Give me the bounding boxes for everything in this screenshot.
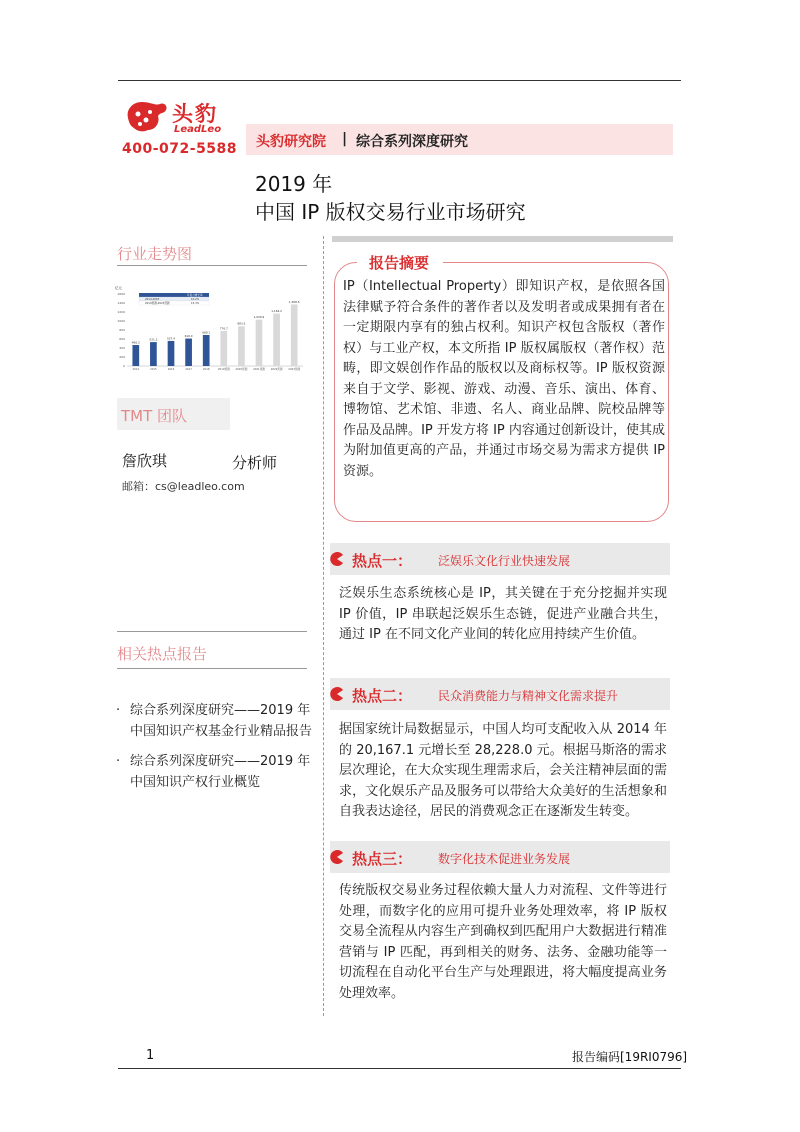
pacman-icon	[330, 552, 344, 566]
y-tick-label: 400	[119, 346, 125, 350]
legend-cagr: 15.3%	[191, 302, 200, 305]
chart-bar	[273, 314, 280, 366]
y-tick-label: 1600	[117, 292, 125, 296]
chart-legend	[139, 293, 209, 305]
report-title: 中国 IP 版权交易行业市场研究	[255, 200, 526, 224]
bar-value-label: 1,029.9	[253, 315, 265, 320]
series-banner	[246, 124, 673, 155]
bar-value-label: 531.3	[149, 337, 158, 342]
bar-value-label: 1,368.5	[288, 299, 300, 304]
pacman-icon	[330, 687, 344, 701]
x-tick-label: 2016	[167, 368, 175, 371]
hotspot-2-header	[330, 678, 670, 710]
hotspot-2-text: 据国家统计局数据显示，中国人均可支配收入从 2014 年的 20,167.1 元增长至 28,228.0 元。根据马斯洛的需求层次理论，在大众实现生理需求后，会关注精神层面的需求，文化娱乐产品及服务可以带给大众美好的生活想象和自我表达途径，居民的消费观念正在逐渐发生转变。	[339, 722, 667, 819]
chart-bars	[132, 300, 301, 371]
analyst-email	[122, 478, 245, 494]
x-tick-label: 2021预测	[253, 368, 265, 371]
hotspot-3-label: 热点三：	[352, 850, 413, 868]
y-tick-label: 0	[123, 364, 125, 368]
related-heading: 相关热点报告	[117, 645, 208, 663]
hotspot-3-title: 数字化技术促进业务发展	[438, 852, 571, 866]
legend-period: 2019预测-2023预测	[145, 302, 170, 305]
related-reports-list	[116, 700, 316, 802]
trend-rule	[117, 265, 307, 266]
analyst-name: 詹欣琪	[122, 452, 168, 470]
analyst-role: 分析师	[232, 454, 278, 472]
bar-value-label: 776.7	[219, 326, 228, 331]
summary-top-bar	[332, 236, 673, 242]
hotspot-3-header	[330, 841, 670, 873]
series-name: 综合系列深度研究	[356, 134, 468, 150]
leopard-logo-icon	[124, 98, 170, 134]
y-tick-label: 1200	[117, 310, 125, 314]
summary-heading-tab	[357, 252, 443, 274]
hotspot-2-label: 热点二：	[352, 687, 413, 705]
legend-cagr: 10.2%	[191, 298, 200, 301]
bar-value-label: 557.4	[166, 336, 176, 341]
y-tick-label: 600	[119, 337, 125, 341]
bar-value-label: 610.0	[184, 334, 193, 339]
x-tick-label: 2023预测	[288, 368, 301, 371]
legend-header-label: 年复合增长率	[187, 294, 203, 297]
bar-value-label: 1,164.2	[271, 309, 282, 314]
related-rule-top	[117, 631, 307, 632]
hotspot-1-title: 泛娱乐文化行业快速发展	[438, 554, 571, 568]
chart-bar	[220, 331, 227, 366]
y-tick-label: 1400	[117, 301, 125, 305]
bar-value-label: 466.2	[131, 340, 140, 345]
hotspot-1-header	[330, 543, 670, 575]
report-year: 2019 年	[255, 172, 333, 196]
x-tick-label: 2015	[150, 368, 157, 371]
logo-name-en: LeadLeo	[174, 124, 222, 135]
summary-heading: 报告摘要	[369, 254, 430, 272]
summary-text: IP（Intellectual Property）即知识产权，是依照各国法律赋予符合条件的著作者以及发明者或成果拥有者在一定期限内享有的独占权利。知识产权包含版权（著作权）与工业产权，本文所指 IP 版权属版权（著作权）范畴，即文娱创作作品的版权以及商标权等。IP 版权资源来自于文学、影视、游戏、动漫、音乐、演出、体育、博物馆、艺术馆、非遗、名人、商业品牌、院校品牌等作品及品牌。IP 开发方将 IP 内容通过创新设计，使其成为附加值更高的产品，并通过市场交易为需求方提供 IP 资源。	[343, 279, 665, 479]
hotspot-3-text: 传统版权交易业务过程依赖大量人力对流程、文件等进行处理，而数字化的应用可提升业务处理效率，将 IP 版权交易全流程从内容生产到确权到匹配用户大数据进行精准营销与 IP 匹配，再到相关的财务、法务、金融功能等一切流程在自动化平台生产与处理跟进，将大幅度提高业务处理效率。	[339, 883, 667, 1001]
logo	[124, 98, 234, 138]
hotspot-2-title: 民众消费能力与精神文化需求提升	[438, 689, 619, 703]
phone-number: 400-072-5588	[122, 141, 238, 157]
y-tick-label: 1000	[117, 319, 125, 323]
legend-period: 2014-2018	[145, 298, 160, 301]
y-tick-label: 200	[119, 355, 125, 359]
chart-bar	[150, 342, 157, 366]
hotspot-1-label: 热点一：	[352, 552, 413, 570]
logo-name-cn: 头豹	[172, 102, 218, 126]
x-tick-label: 2020预测	[235, 368, 248, 371]
x-tick-label: 2018	[202, 368, 210, 371]
top-rule	[118, 80, 681, 81]
related-report-item[interactable]	[116, 700, 316, 742]
hotspot-1-text: 泛娱乐生态系统核心是 IP，其关键在于充分挖掘并实现 IP 价值，IP 串联起泛娱乐生态链，促进产业融合共生，通过 IP 在不同文化产业间的转化应用持续产生价值。	[339, 586, 667, 642]
bar-value-label: 689.1	[202, 330, 211, 335]
chart-bar	[168, 341, 175, 366]
email-link[interactable]: cs@leadleo.com	[155, 480, 245, 493]
x-tick-label: 2022预测	[270, 368, 283, 371]
trend-chart	[113, 284, 308, 376]
team-heading-box	[117, 398, 230, 430]
bullet: ·	[116, 754, 121, 769]
column-divider	[323, 236, 324, 1016]
x-tick-label: 2014	[132, 368, 140, 371]
chart-bar	[132, 345, 139, 366]
chart-unit-label: 亿元	[115, 286, 122, 290]
trend-heading: 行业走势图	[117, 245, 193, 263]
team-heading: TMT 团队	[121, 407, 188, 425]
chart-bar	[238, 326, 245, 366]
bullet: ·	[116, 703, 121, 718]
banner-separator: |	[342, 131, 348, 147]
page-number: 1	[146, 1048, 155, 1063]
chart-bar	[203, 335, 210, 366]
bottom-rule	[118, 1068, 681, 1069]
institute-name: 头豹研究院	[256, 134, 326, 150]
related-report-title: 综合系列深度研究——2019 年中国知识产权基金行业精品报告	[130, 703, 313, 739]
chart-bar	[185, 339, 192, 366]
related-report-item[interactable]	[116, 751, 316, 793]
email-label: 邮箱：	[122, 480, 155, 493]
bar-value-label: 883.5	[237, 321, 246, 326]
y-tick-label: 800	[119, 328, 125, 332]
x-tick-label: 2017	[185, 368, 192, 371]
related-rule	[117, 668, 307, 669]
chart-bar	[291, 304, 298, 366]
pacman-icon	[330, 850, 344, 864]
x-tick-label: 2019预测	[217, 368, 230, 371]
report-code: 报告编码[19RI0796]	[572, 1050, 688, 1064]
related-report-title: 综合系列深度研究——2019 年中国知识产权行业概览	[130, 754, 311, 790]
chart-bar	[256, 320, 263, 366]
